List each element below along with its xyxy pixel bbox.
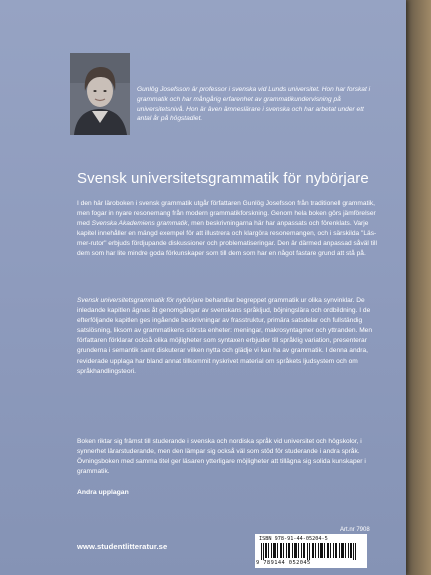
barcode-label	[255, 534, 367, 568]
description-paragraph-3: Boken riktar sig främst till studerande i svenska och nordiska språk vid universitet och högskolor, i synnerhet lärarstuderande, men den lämpar sig också väl som stöd för studerande i andra språk. Övningsboken med samma titel ger läsaren ytterligare möjligheter att tillägna sig solida kunskaper i grammatik.	[77, 438, 366, 476]
author-photo	[70, 53, 130, 135]
barcode-digits: 9 789144 052045	[256, 560, 311, 566]
edition-label: Andra upplagan	[77, 489, 129, 496]
paragraph-1-text-b: , men beskrivningarna här har anpassats och förenklats. Varje kapitel innehåller en mängd exempel för att illustrera och klargöra resonemangen, och i särskilda "Läs-mer-rutor" erbjuds fördjupande diskussioner och problematiseringar. Den är därmed anpassad såväl till dem som har lite mindre goda förkunskaper som till dem som har en något fastare grund att stå på.	[77, 220, 377, 258]
author-name: Gunlög Josefsson	[137, 86, 190, 93]
paragraph-1-text-a: I den här läroboken i svensk grammatik utgår författaren Gunlög Josefsson från traditionell grammatik, men fogar in nyare resonemang från modern grammatikforskning. Genom hela boken görs jämförelser med	[77, 200, 376, 228]
barcode-icon	[261, 543, 361, 560]
background-surface	[404, 0, 431, 575]
publisher-website[interactable]: www.studentlitteratur.se	[77, 542, 168, 551]
paragraph-2-text: behandlar begreppet grammatik ur olika synvinklar. De inledande kapitlen ägnas åt genomgångar av svenskans språkljud, böjningslära och ordbildning. I de efterföljande kapitlen ges ingående beskrivningar av frasstruktur, primära satsdelar och fullständig satslösning, liksom av grammatikens största enheter: meningar, makrosyntagmer och yttranden. Men författaren förklarar också olika möjligheter som syntaxen erbjuder till språklig variation, presenterar grunderna i semantik samt diskuterar vilken nytta och glädje vi kan ha av grammatik. I denna andra, reviderade upplaga har bland annat tillkommit nyskrivet material om språkets ljudsystem och om språkhandlingsteori.	[77, 297, 373, 375]
reference-title: Svenska Akademiens grammatik	[91, 220, 188, 228]
description-paragraph-2	[77, 296, 377, 377]
paragraph-2-lead-title: Svensk universitetsgrammatik för nybörjare	[77, 297, 204, 304]
description-paragraph-1	[77, 199, 377, 260]
book-title: Svensk universitetsgrammatik för nybörjare	[77, 170, 369, 187]
isbn-number: ISBN 978-91-44-05204-5	[259, 536, 328, 542]
author-bio-text: är professor i svenska vid Lunds universitet. Hon har forskat i grammatik och har mångårig erfarenhet av grammatikundervisning på universitetsnivå. Hon är även ämneslärare i svenska och har arbetat under ett antal år på högstadiet.	[137, 86, 371, 123]
article-number: Art.nr 7908	[340, 527, 370, 533]
author-bio	[137, 85, 377, 124]
